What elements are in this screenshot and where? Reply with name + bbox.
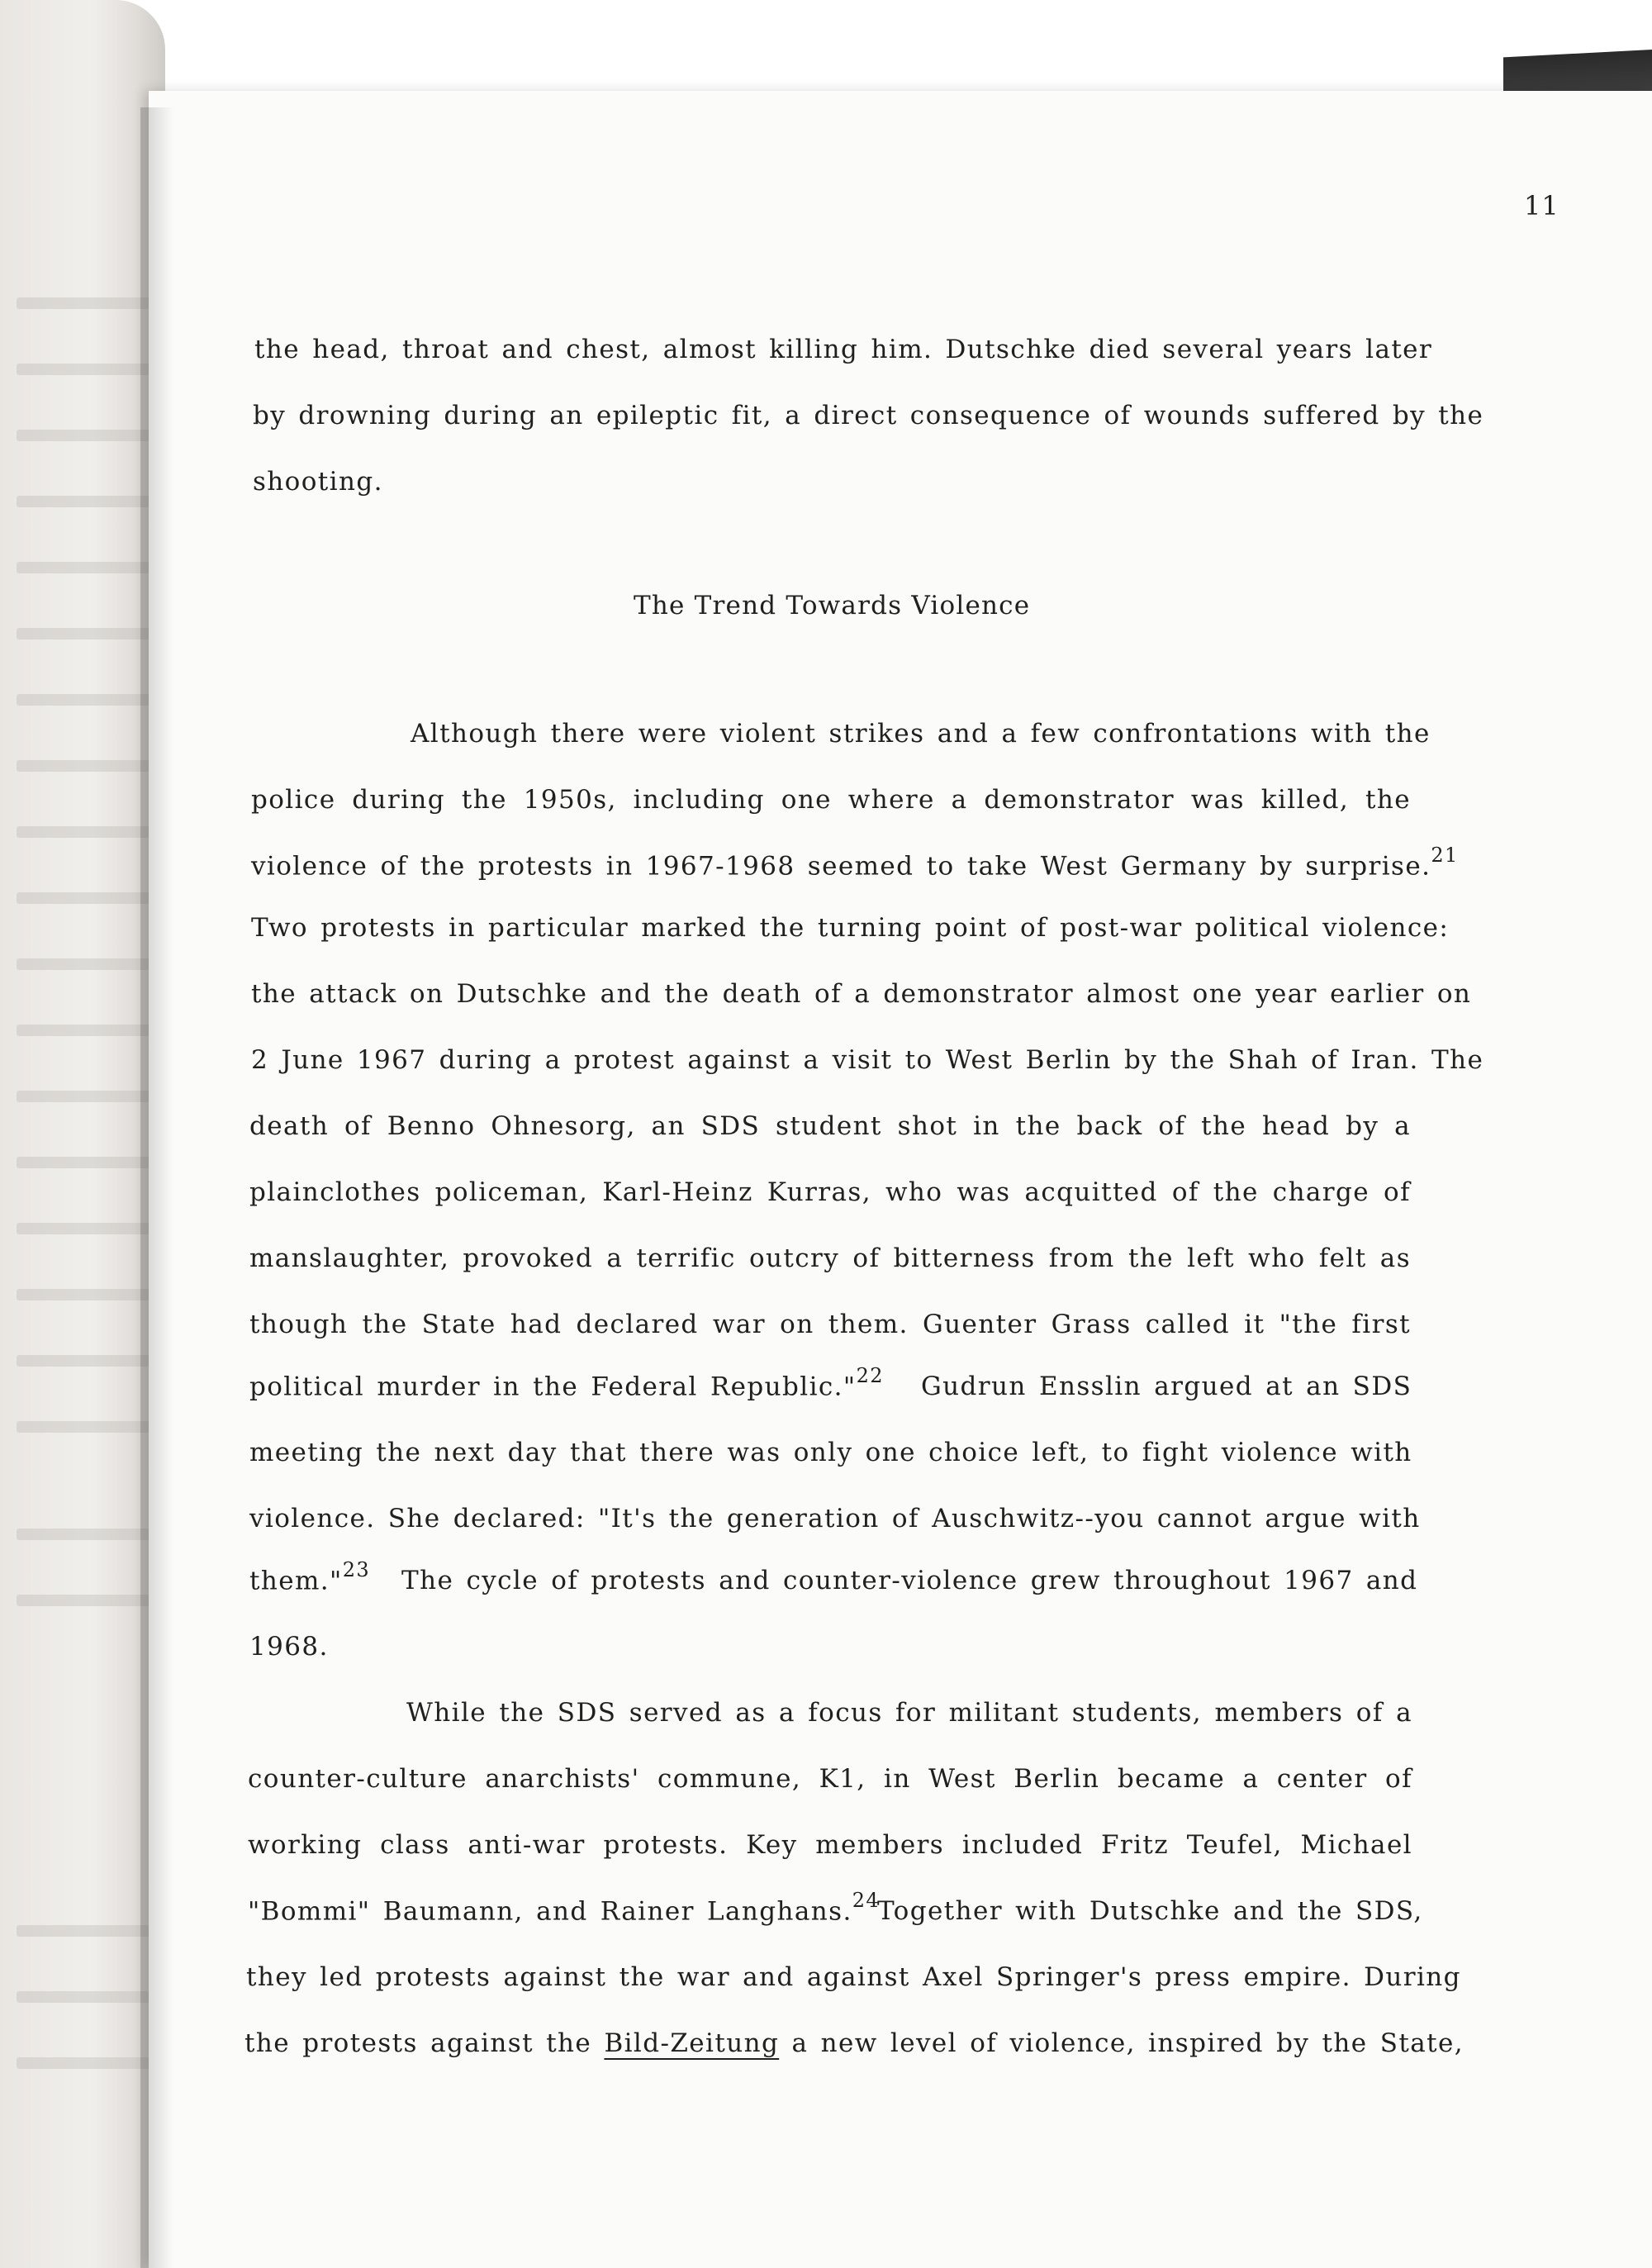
text-line: working class anti-war protests. Key members included Fritz Teufel, Michael — [248, 1830, 1412, 1860]
bleed-through-line — [17, 1991, 157, 2003]
text-line: 1968. — [249, 1632, 329, 1662]
bleed-through-line — [17, 826, 157, 838]
bleed-through-line — [17, 1025, 157, 1036]
section-heading: The Trend Towards Violence — [634, 591, 1031, 620]
bleed-through-line — [17, 1157, 157, 1168]
text-line: they led protests against the war and against Axel Springer's press empire. During — [246, 1962, 1461, 1992]
text-fragment: the protests against the — [244, 2028, 592, 2058]
text-line: counter-culture anarchists' commune, K1, in West Berlin became a center of — [248, 1764, 1412, 1794]
text-line: manslaughter, provoked a terrific outcry of bitterness from the left who felt as — [249, 1243, 1411, 1273]
bleed-through-line — [17, 2057, 157, 2069]
text-line: Two protests in particular marked the turning point of post-war political violence: — [251, 913, 1450, 943]
text-line: meeting the next day that there was only one choice left, to fight violence with — [249, 1438, 1412, 1467]
text-fragment: "Bommi" Baumann, and Rainer Langhans. — [248, 1896, 852, 1927]
bleed-through-line — [17, 1595, 157, 1606]
text-line: police during the 1950s, including one where a demonstrator was killed, the — [251, 785, 1411, 815]
bleed-through-line — [17, 1223, 157, 1234]
text-line: While the SDS served as a focus for militant students, members of a — [406, 1698, 1412, 1728]
text-line: though the State had declared war on them. Guenter Grass called it "the first — [249, 1310, 1411, 1339]
footnote-marker: 23 — [342, 1558, 371, 1581]
text-fragment: political murder in the Federal Republic." — [249, 1372, 857, 1402]
footnote-marker: 24 — [852, 1889, 881, 1912]
text-line: plainclothes policeman, Karl-Heinz Kurras, who was acquitted of the charge of — [249, 1177, 1411, 1207]
text-line — [248, 1889, 881, 1927]
bleed-through-line — [17, 760, 157, 772]
text-line: the attack on Dutschke and the death of a demonstrator almost one year earlier on — [251, 979, 1472, 1009]
bleed-through-line — [17, 1925, 157, 1937]
bleed-through-line — [17, 430, 157, 441]
bleed-through-line — [17, 694, 157, 706]
text-line: The cycle of protests and counter-violence grew throughout 1967 and — [401, 1566, 1418, 1595]
bleed-through-line — [17, 562, 157, 573]
bleed-through-line — [17, 1529, 157, 1540]
bleed-through-line — [17, 628, 157, 640]
bleed-through-line — [17, 1421, 157, 1433]
bleed-through-line — [17, 496, 157, 507]
bleed-through-line — [17, 892, 157, 904]
bleed-through-line — [17, 1091, 157, 1102]
text-line: death of Benno Ohnesorg, an SDS student shot in the back of the head by a — [249, 1111, 1411, 1141]
text-fragment: them." — [249, 1566, 343, 1596]
text-line: Together with Dutschke and the SDS, — [877, 1896, 1423, 1926]
text-line: 2 June 1967 during a protest against a visit to West Berlin by the Shah of Iran. The — [251, 1045, 1484, 1075]
bleed-through-line — [17, 1355, 157, 1367]
text-fragment: violence of the protests in 1967-1968 seemed to take West Germany by surprise. — [251, 851, 1431, 882]
text-line: by drowning during an epileptic fit, a direct consequence of wounds suffered by the — [253, 401, 1484, 430]
page-number: 11 — [1524, 190, 1559, 221]
page-gutter-shadow — [140, 107, 173, 2268]
text-line: shooting. — [253, 467, 383, 497]
text-fragment: a new level of violence, inspired by the State, — [791, 2028, 1464, 2058]
text-line: Gudrun Ensslin argued at an SDS — [921, 1372, 1412, 1401]
text-line: violence. She declared: "It's the generation of Auschwitz--you cannot argue with — [249, 1504, 1421, 1533]
text-line — [251, 844, 1459, 882]
footnote-marker: 22 — [856, 1364, 884, 1387]
text-line: the head, throat and chest, almost killing him. Dutschke died several years later — [254, 335, 1433, 364]
text-line: Although there were violent strikes and a few confrontations with the — [411, 719, 1431, 749]
text-line — [249, 1558, 371, 1596]
text-line — [244, 2028, 1464, 2058]
bleed-through-line — [17, 1289, 157, 1300]
bleed-through-line — [17, 958, 157, 970]
text-line — [249, 1364, 884, 1402]
underlined-title: Bild-Zeitung — [604, 2028, 780, 2058]
bleed-through-line — [17, 364, 157, 375]
footnote-marker: 21 — [1431, 844, 1459, 867]
bleed-through-line — [17, 297, 157, 309]
